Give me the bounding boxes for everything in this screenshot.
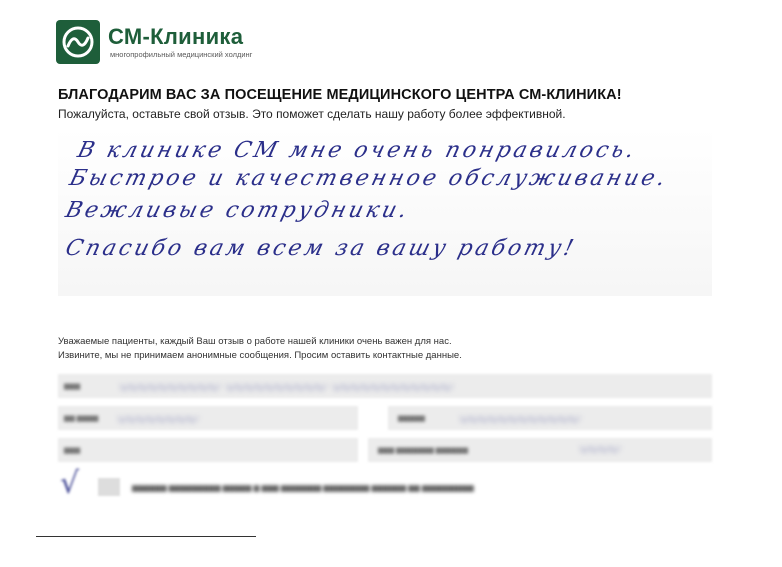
name-field-value: 〰〰〰〰〰 〰〰〰〰〰 〰〰〰〰〰〰	[118, 376, 451, 400]
consent-check-mark: √	[60, 466, 80, 501]
contact-fields	[58, 368, 714, 468]
notice-text: Извините, мы не принимаем анонимные сообщения. Просим оставить контактные данные.	[58, 350, 462, 361]
notice-text: Уважаемые пациенты, каждый Ваш отзыв о работе нашей клиники очень важен для нас.	[58, 336, 452, 347]
consent-checkbox[interactable]	[98, 478, 120, 496]
page-title: БЛАГОДАРИМ ВАС ЗА ПОСЕЩЕНИЕ МЕДИЦИНСКОГО ЦЕНТРА СМ-КЛИНИКА!	[58, 87, 622, 103]
page-subtitle: Пожалуйста, оставьте свой отзыв. Это поможет сделать нашу работу более эффективной.	[58, 107, 566, 121]
phone-field-label: ▆▆▆▆▆	[398, 415, 425, 422]
clinic-tagline: многопрофильный медицинский холдинг	[110, 50, 253, 59]
phone-field-value: 〰〰〰〰〰〰	[458, 408, 578, 432]
card-field-label: ▆▆ ▆▆▆▆	[64, 415, 99, 422]
email-field[interactable]	[58, 438, 358, 462]
divider	[36, 536, 256, 537]
review-line: Быстрое и качественное обслуживание.	[66, 166, 671, 191]
clinic-name: СМ-Клиника	[108, 24, 244, 49]
review-line: В клинике СМ мне очень понравилось.	[74, 138, 640, 163]
consent-text: ▆▆▆▆▆▆ ▆▆▆▆▆▆▆▆▆ ▆▆▆▆▆ ▆ ▆▆▆ ▆▆▆▆▆▆▆ ▆▆▆▆▆▆▆▆ ▆▆▆▆▆▆ ▆▆ ▆▆▆▆▆▆▆▆▆	[132, 483, 474, 492]
email-field-label: ▆▆▆	[64, 447, 81, 454]
name-field-label: ▆▆▆	[64, 383, 81, 390]
card-field[interactable]	[58, 406, 358, 430]
signature-value: 〰〰	[578, 438, 618, 462]
review-line: Спасибо вам всем за вашу работу!	[62, 236, 579, 261]
date-field-label: ▆▆▆ ▆▆▆▆▆▆▆ ▆▆▆▆▆▆	[378, 447, 469, 454]
review-line: Вежливые сотрудники.	[62, 198, 413, 223]
clinic-logo-icon	[56, 20, 100, 64]
card-field-value: 〰〰〰〰	[116, 408, 196, 432]
